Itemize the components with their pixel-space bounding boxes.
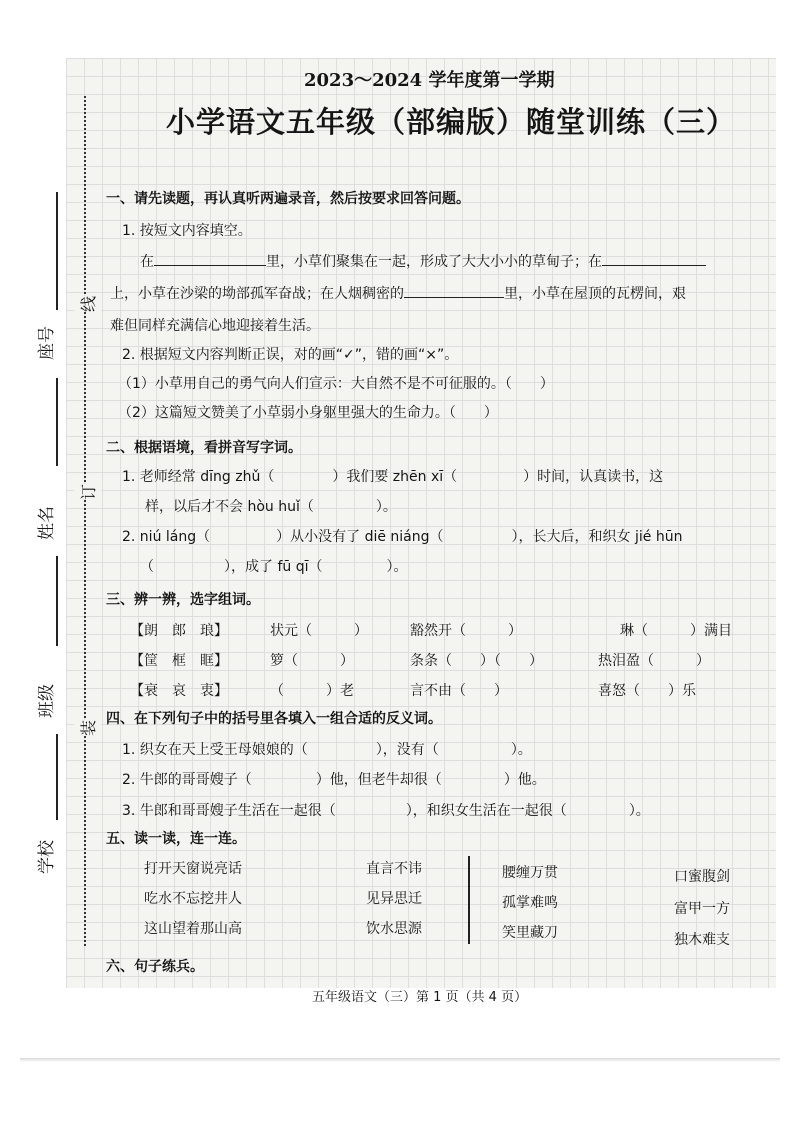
s2-text: ），成了 fū qī（: [224, 559, 323, 575]
scan-edge: [20, 1058, 780, 1062]
seat-label: 座号: [37, 326, 57, 360]
s4-text: ），和织女生活在一起很（: [405, 803, 567, 819]
s3-row3-c1[interactable]: （ ）老: [270, 683, 354, 699]
s2-line4: [140, 556, 407, 576]
s3-row1-c3[interactable]: 琳（ ）满目: [620, 623, 732, 639]
s2-line2: [145, 496, 397, 516]
s2-text: ）。: [386, 559, 408, 575]
s4-text: ）。: [628, 803, 650, 819]
s3-row2-c2[interactable]: 条条（ ）（ ）: [410, 653, 543, 669]
s3-row3-c2[interactable]: 言不由（ ）: [410, 683, 508, 699]
s2-line1: [122, 466, 663, 486]
s1-judge-2[interactable]: （2）这篇短文赞美了小草弱小身躯里强大的生命力。（ ）: [118, 405, 498, 421]
idiom-left-b3[interactable]: 饮水思源: [366, 921, 422, 937]
idiom-left-a1[interactable]: 打开天窗说亮话: [144, 861, 242, 877]
section1-heading: 一、请先读题，再认真听两遍录音，然后按要求回答问题。: [106, 191, 470, 207]
s4-line2: [122, 769, 546, 789]
school-line: [56, 734, 58, 820]
s3-row3-c3[interactable]: 喜怒（ ）乐: [598, 683, 696, 699]
s2-text: ）从小没有了 diē niáng（: [276, 529, 444, 545]
idiom-left-a2[interactable]: 吃水不忘挖井人: [144, 891, 242, 907]
s2-text: 2. niú láng（: [122, 529, 211, 545]
s4-line3: [122, 800, 650, 820]
section5-heading: 五、读一读，连一连。: [106, 831, 246, 847]
idiom-left-a3[interactable]: 这山望着那山高: [144, 921, 242, 937]
section6-heading: 六、句子练兵。: [106, 959, 204, 975]
s2-text: （: [140, 559, 154, 575]
s1-text: 上，小草在沙梁的坳部孤军奋战；在人烟稠密的: [110, 286, 404, 302]
seat-line: [56, 192, 58, 310]
s3-row2-c1[interactable]: 箩（ ）: [270, 653, 354, 669]
idiom-right-b2[interactable]: 富甲一方: [674, 901, 730, 917]
binding-word-xian: 线: [74, 296, 101, 312]
year-term: 2023～2024 学年度第一学期: [304, 70, 555, 91]
s2-text: ）时间，认真读书，这: [523, 469, 664, 485]
answer-blank[interactable]: [404, 283, 504, 298]
s4-text: ）。: [510, 742, 532, 758]
idiom-right-a1[interactable]: 腰缠万贯: [502, 865, 558, 881]
s1-text: 在: [140, 254, 154, 270]
s3-row1-c2[interactable]: 豁然开（ ）: [410, 623, 522, 639]
s4-text: 3. 牛郎和哥哥嫂子生活在一起很（: [122, 803, 336, 819]
section2-heading: 二、根据语境，看拼音写字词。: [106, 440, 302, 456]
idiom-right-a2[interactable]: 孤掌难鸣: [502, 895, 558, 911]
s1-question1: 1. 按短文内容填空。: [122, 223, 252, 239]
s3-row1-group: 【朗 郎 琅】: [130, 623, 228, 639]
s2-text: 1. 老师经常 dīng zhǔ（: [122, 469, 275, 485]
s4-text: 1. 织女在天上受王母娘娘的（: [122, 742, 308, 758]
answer-blank[interactable]: [154, 251, 266, 266]
s1-text: 里，小草们聚集在一起，形成了大大小小的草甸子；在: [266, 254, 602, 270]
binding-word-ding: 订: [74, 484, 101, 500]
s4-line1: [122, 739, 532, 759]
s2-text: ）我们要 zhēn xī（: [332, 469, 458, 485]
s1-fill-line2: [110, 283, 686, 303]
idiom-left-b1[interactable]: 直言不讳: [366, 861, 422, 877]
answer-blank[interactable]: [602, 251, 706, 266]
s2-text: 样，以后才不会 hòu huǐ（: [145, 499, 314, 515]
s3-row1-c1[interactable]: 状元（ ）: [270, 623, 368, 639]
name-label: 姓名: [37, 506, 57, 540]
s1-text: 里，小草在屋顶的瓦楞间，艰: [504, 286, 686, 302]
s2-text: ）。: [375, 499, 397, 515]
s4-text: ）他，但老牛却很（: [315, 772, 442, 788]
page-footer: 五年级语文（三）第 1 页（共 4 页）: [312, 990, 528, 1005]
s2-line3: [122, 526, 682, 546]
section3-heading: 三、辨一辨，选字组词。: [106, 592, 260, 608]
section4-heading: 四、在下列句子中的括号里各填入一组合适的反义词。: [106, 711, 442, 727]
s1-question2: 2. 根据短文内容判断正误，对的画“✓”，错的画“×”。: [122, 347, 459, 363]
s3-row3-group: 【衰 哀 衷】: [130, 683, 228, 699]
s3-row2-group: 【筐 框 眶】: [130, 653, 228, 669]
s3-row2-c3[interactable]: 热泪盈（ ）: [598, 653, 710, 669]
idiom-right-a3[interactable]: 笑里藏刀: [502, 925, 558, 941]
binding-word-zhuang: 装: [74, 720, 101, 736]
column-divider: [468, 856, 470, 944]
name-line: [56, 378, 58, 466]
idiom-right-b3[interactable]: 独木难支: [674, 932, 730, 948]
class-line: [56, 556, 58, 646]
s2-text: ），长大后，和织女 jié hūn: [511, 529, 683, 545]
s1-fill-line3: 难但同样充满信心地迎接着生活。: [110, 318, 320, 334]
binding-line: [84, 96, 86, 946]
class-label: 班级: [37, 684, 57, 718]
s4-text: ），没有（: [375, 742, 439, 758]
idiom-left-b2[interactable]: 见异思迁: [366, 891, 422, 907]
page-title: 小学语文五年级（部编版）随堂训练（三）: [166, 105, 737, 139]
school-label: 学校: [37, 840, 57, 874]
idiom-right-b1[interactable]: 口蜜腹剑: [674, 869, 730, 885]
s1-fill-line1: [140, 251, 706, 271]
s4-text: 2. 牛郎的哥哥嫂子（: [122, 772, 252, 788]
s1-judge-1[interactable]: （1）小草用自己的勇气向人们宣示：大自然不是不可征服的。（ ）: [118, 376, 554, 392]
s4-text: ）他。: [503, 772, 546, 788]
